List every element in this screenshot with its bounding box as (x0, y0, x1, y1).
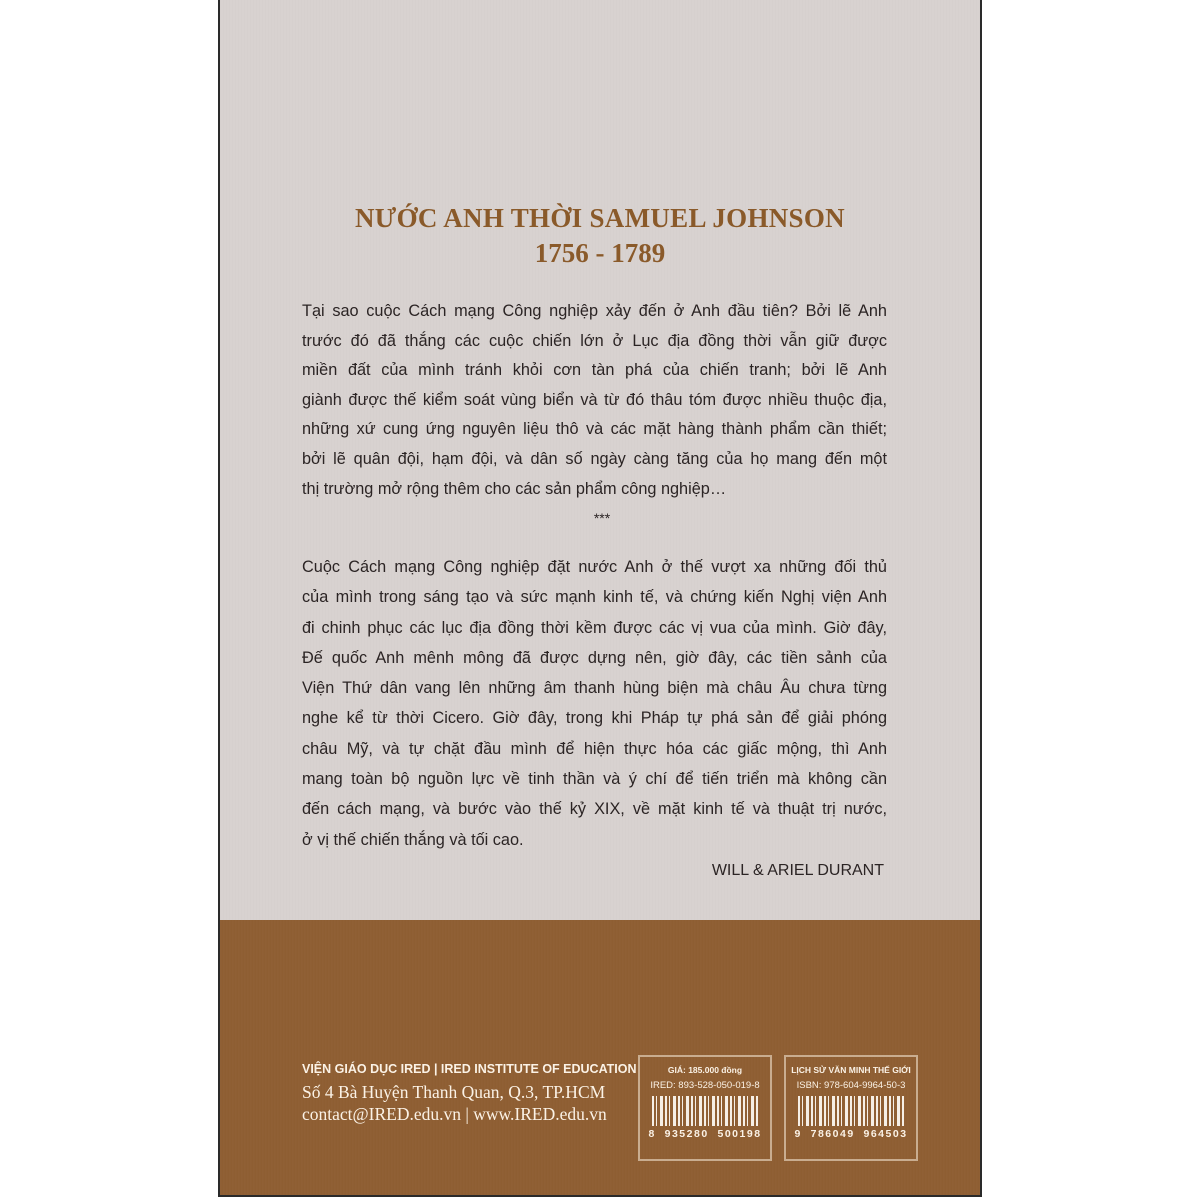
barcode-digits: 9 786049 964503 (794, 1128, 908, 1140)
text-line: thị trường mở rộng thêm cho các sản phẩm công nghiệp… (302, 479, 727, 498)
price-label: GIÁ: 185.000 đồng (667, 1065, 743, 1075)
publisher-contact: contact@IRED.edu.vn | www.IRED.edu.vn (302, 1104, 607, 1124)
price-barcode-box (638, 1055, 772, 1161)
publisher-name: VIỆN GIÁO DỤC IRED | IRED INSTITUTE OF EDUCATION (302, 1062, 637, 1076)
text-line: những xứ cung ứng nguyên liệu thô và các mặt hàng thành phẩm cần thiết; (302, 420, 887, 439)
text-line: trước đó đã thắng các cuộc chiến lớn ở Lục địa đồng thời vẫn giữ được (302, 331, 887, 350)
barcode-icon (652, 1096, 758, 1126)
text-line: châu Mỹ, và tự chặt đầu mình để hiện thực hóa các giấc mộng, thì Anh (302, 739, 887, 758)
text-line: của mình trong sáng tạo và sức mạnh kinh tế, và chứng kiến Nghị viện Anh (302, 588, 887, 607)
lower-panel (220, 920, 980, 1195)
upper-panel (220, 0, 980, 920)
text-line: ở vị thế chiến thắng và tối cao. (302, 830, 524, 849)
text-line: đi chinh phục các lục địa đồng thời kềm được các vị vua của mình. Giờ đây, (302, 618, 887, 637)
author: WILL & ARIEL DURANT (711, 862, 884, 879)
text-line: đến cách mạng, và bước vào thế kỷ XIX, về mặt kinh tế và thuật trị nước, (302, 800, 887, 819)
publisher-info (302, 1062, 637, 1126)
paragraph-1 (302, 297, 887, 504)
text-line: Tại sao cuộc Cách mạng Công nghiệp xảy đến ở Anh đầu tiên? Bởi lẽ Anh (302, 302, 887, 320)
series-label: LỊCH SỬ VĂN MINH THẾ GIỚI (791, 1065, 911, 1075)
text-line: miền đất của mình tránh khỏi cơn tàn phá của chiến tranh; bởi lẽ Anh (302, 361, 887, 380)
separator: *** (593, 510, 611, 526)
publisher-address: Số 4 Bà Huyện Thanh Quan, Q.3, TP.HCM (302, 1082, 606, 1102)
isbn-code: ISBN: 978-604-9964-50-3 (796, 1080, 906, 1091)
ired-code: IRED: 893-528-050-019-8 (650, 1080, 760, 1091)
text-line: bởi lẽ quân đội, hạm đội, và dân số ngày càng tăng của họ mang đến một (302, 449, 887, 468)
text-line: Cuộc Cách mạng Công nghiệp đặt nước Anh ở thế vượt xa những đối thủ (302, 558, 887, 576)
paragraph-2 (302, 552, 887, 855)
book-back-cover (218, 0, 982, 1197)
book-title: NƯỚC ANH THỜI SAMUEL JOHNSON (355, 203, 845, 233)
isbn-barcode-box (784, 1055, 918, 1161)
text-line: mang toàn bộ nguồn lực về tinh thần và ý chí để tiến triển mà không cần (302, 770, 887, 789)
text-line: giành được thế kiểm soát vùng biển và từ đó thâu tóm được nhiều thuộc địa, (302, 390, 887, 409)
barcode-digits: 8 935280 500198 (648, 1128, 762, 1140)
text-line: Viện Thứ dân vang lên những âm thanh hùng biện mà châu Âu chưa từng (302, 679, 887, 698)
barcode-icon (798, 1096, 904, 1126)
text-line: Đế quốc Anh mênh mông đã được dựng nên, giờ đây, các tiền sảnh của (302, 648, 887, 667)
book-years: 1756 - 1789 (534, 238, 666, 268)
text-line: nghe kể từ thời Cicero. Giờ đây, trong khi Pháp tự phá sản để giải phóng (302, 709, 887, 728)
